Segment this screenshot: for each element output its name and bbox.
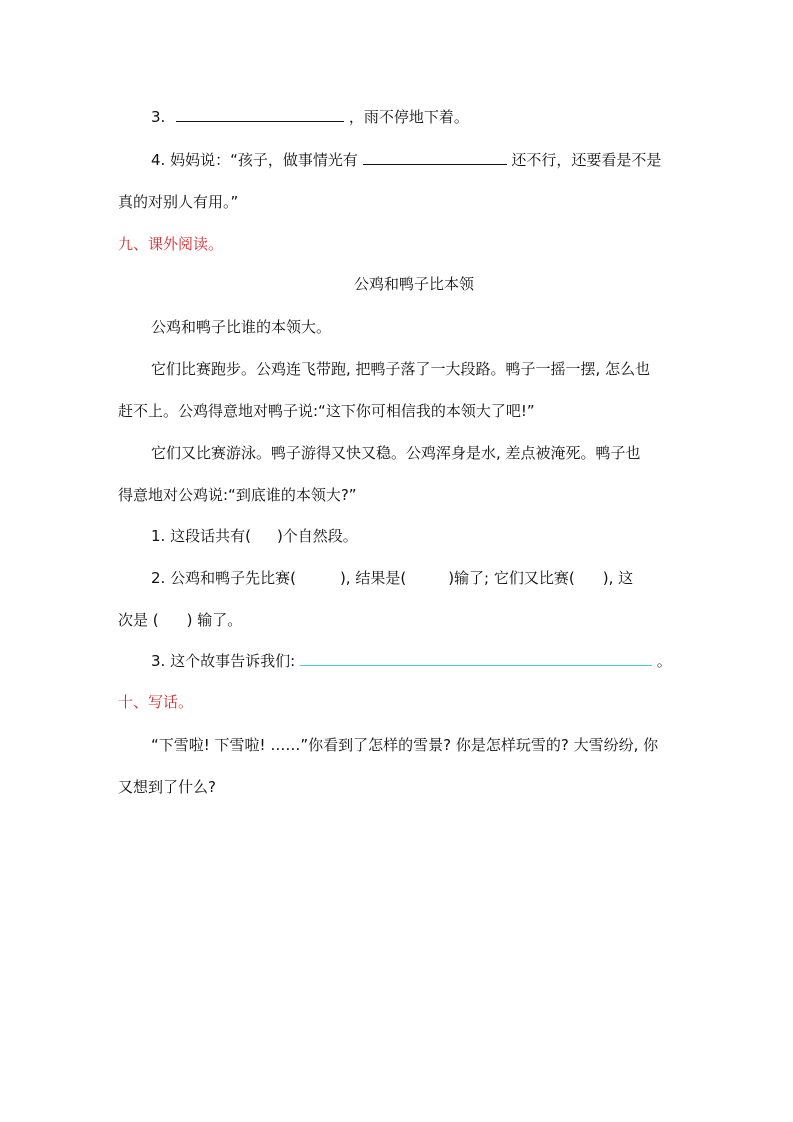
passage-paragraph: 它们又比赛游泳。鸭子游得又快又稳。公鸡浑身是水, 差点被淹死。鸭子也 [151,444,641,462]
passage-paragraph-continuation: 赶不上。公鸡得意地对鸭子说:“这下你可相信我的本领大了吧!” [118,402,535,420]
reading-question-2-continuation [118,610,242,630]
passage-paragraph: 它们比赛跑步。公鸡连飞带跑, 把鸭子落了一大段路。鸭子一摇一摆, 怎么也 [151,360,651,378]
question-text: )输了; 它们又比赛( [448,569,575,587]
question-text: 2. 公鸡和鸭子先比赛( [151,569,296,587]
question-text: 1. 这段话共有( [151,527,251,545]
fill-blank-item-4 [151,150,661,170]
passage-paragraph-continuation: 得意地对公鸡说:“到底谁的本领大?” [118,486,357,504]
section-heading-writing: 十、写话。 [118,693,194,711]
question-text: ), 结果是( [339,569,407,587]
item-text: 4. 妈妈说：“孩子，做事情光有 [151,151,358,169]
fill-blank-item-3 [151,107,469,127]
question-text: ) 输了。 [186,611,243,629]
item-text: 还不行，还要看是不是 [511,151,662,169]
answer-blank[interactable] [176,107,344,122]
question-text: )个自然段。 [276,527,358,545]
item-number: 3. [151,108,166,126]
item-text: ，雨不停地下着。 [348,108,469,126]
question-text: 次是 ( [118,611,159,629]
writing-prompt: “下雪啦! 下雪啦! ……”你看到了怎样的雪景? 你是怎样玩雪的? 大雪纷纷, 你 [151,736,659,754]
answer-blank[interactable] [363,150,507,165]
question-text: 3. 这个故事告诉我们: [151,652,296,670]
passage-title: 公鸡和鸭子比本领 [353,275,474,293]
reading-question-1 [151,526,358,546]
answer-line[interactable] [300,651,652,666]
reading-question-3 [151,651,672,671]
passage-paragraph: 公鸡和鸭子比谁的本领大。 [151,318,332,336]
question-text: ), 这 [602,569,634,587]
question-text: 。 [656,652,672,670]
writing-prompt-continuation: 又想到了什么? [118,778,216,796]
fill-blank-item-4-continuation: 真的对别人有用。” [118,193,239,211]
section-heading-reading: 九、课外阅读。 [118,235,224,253]
reading-question-2 [151,568,633,588]
